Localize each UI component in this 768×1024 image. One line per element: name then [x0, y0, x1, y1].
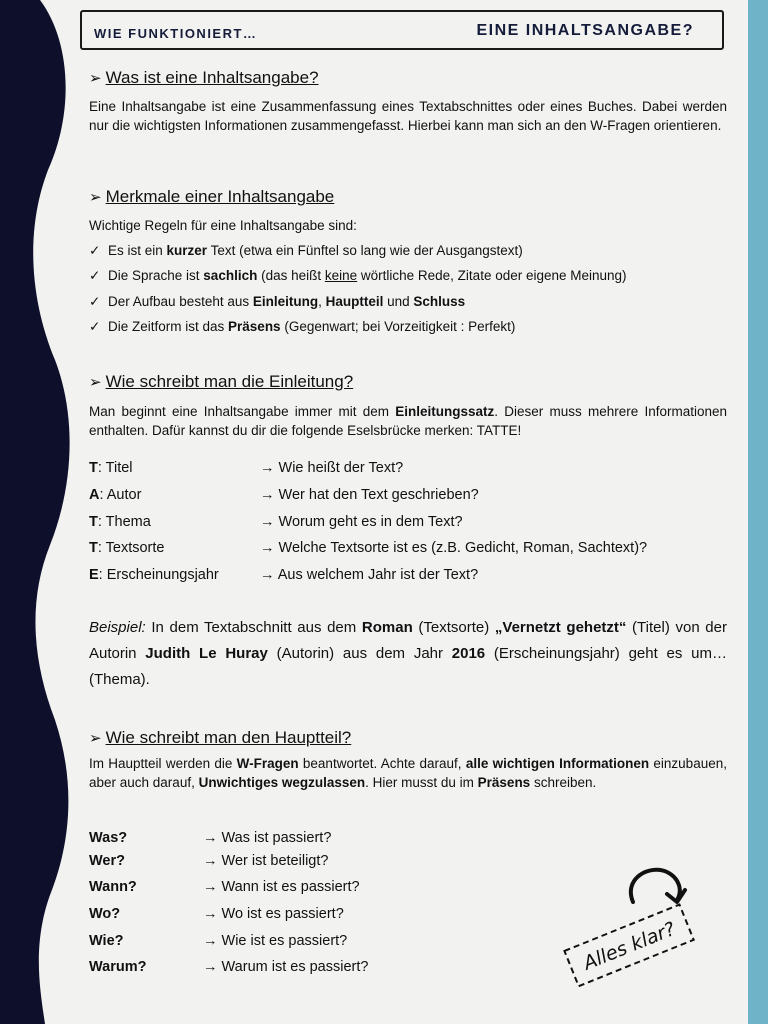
left-wave-band	[0, 0, 90, 1024]
feature-item: ✓ Die Sprache ist sachlich (das heißt keine wörtliche Rede, Zitate oder eigene Meinung)	[89, 268, 627, 283]
arrow-bullet-icon: ➢	[89, 70, 102, 87]
section-heading-definition: ➢ Was ist eine Inhaltsangabe?	[89, 68, 319, 87]
features-intro: Wichtige Regeln für eine Inhaltsangabe sind:	[89, 218, 357, 233]
banner-right-text: EINE INHALTSANGABE?	[476, 22, 694, 39]
arrow-bullet-icon: ➢	[89, 374, 102, 391]
section-heading-introduction: ➢ Wie schreibt man die Einleitung?	[89, 372, 354, 391]
checkmark-icon: ✓	[89, 243, 101, 258]
curved-arrow-icon	[631, 870, 685, 902]
checkmark-icon: ✓	[89, 319, 101, 334]
title-banner	[80, 10, 724, 50]
arrow-bullet-icon: ➢	[89, 730, 102, 747]
right-color-stripe	[748, 0, 768, 1024]
banner-left-text: WIE FUNKTIONIERT…	[94, 26, 258, 41]
example-paragraph: Beispiel: In dem Textabschnitt aus dem Roman (Textsorte) „Vernetzt gehetzt“ (Titel) von der Autorin Judith Le Huray (Autorin) aus dem Jahr 2016 (Erscheinungsjahr) geht es um… (Thema).	[89, 619, 727, 688]
main-part-paragraph: Im Hauptteil werden die W-Fragen beantwortet. Achte darauf, alle wichtigen Informationen einzubauen, aber auch darauf, Unwichtiges wegzulassen. Hier musst du im Präsens schreiben.	[89, 756, 727, 790]
arrow-bullet-icon: ➢	[89, 189, 102, 206]
feature-item: ✓ Die Zeitform ist das Präsens (Gegenwart; bei Vorzeitigkeit : Perfekt)	[89, 319, 516, 334]
feature-item: ✓ Der Aufbau besteht aus Einleitung, Hauptteil und Schluss	[89, 294, 466, 309]
alles-klar-stamp	[555, 860, 705, 990]
definition-paragraph: Eine Inhaltsangabe ist eine Zusammenfassung eines Textabschnittes oder eines Buches. Dabei werden nur die wichtigsten Informationen zusammengefasst. Hierbei kann man sich an den W-Fragen orientieren.	[89, 99, 727, 133]
introduction-paragraph: Man beginnt eine Inhaltsangabe immer mit dem Einleitungssatz. Dieser muss mehrere Informationen enthalten. Dafür kannst du dir die folgende Eselsbrücke merken: TATTE!	[89, 404, 728, 438]
section-heading-features: ➢ Merkmale einer Inhaltsangabe	[89, 187, 335, 206]
stamp-text: Alles klar?	[580, 917, 679, 975]
checkmark-icon: ✓	[89, 268, 101, 283]
feature-item: ✓ Es ist ein kurzer Text (etwa ein Fünftel so lang wie der Ausgangstext)	[89, 243, 523, 258]
checkmark-icon: ✓	[89, 294, 101, 309]
section-heading-main-part: ➢ Wie schreibt man den Hauptteil?	[89, 728, 352, 747]
